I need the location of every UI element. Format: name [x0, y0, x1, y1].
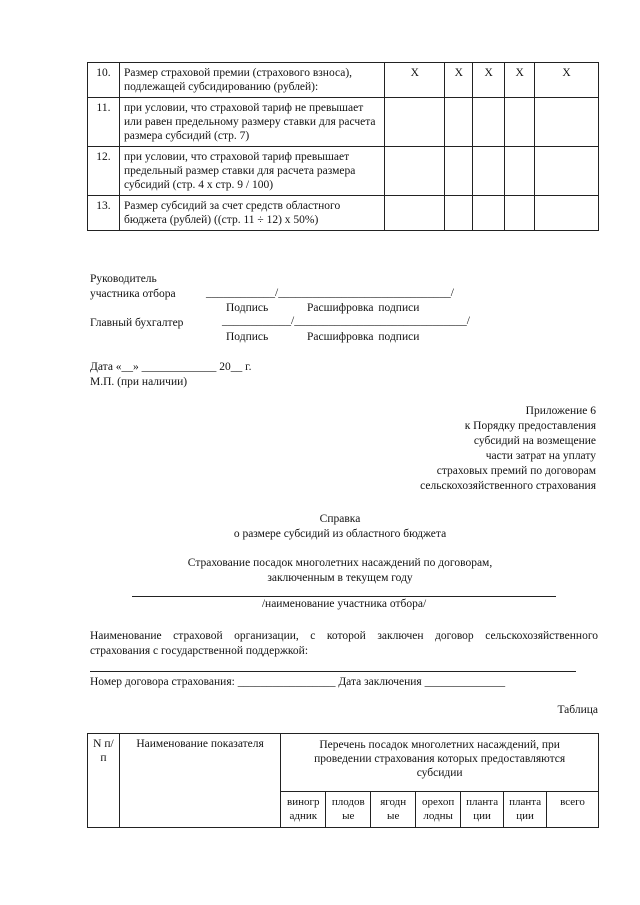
insurer-name-line	[90, 671, 576, 672]
sub-header: виногр адник	[281, 792, 326, 828]
row-cell	[535, 196, 599, 231]
row-number: 10.	[88, 63, 120, 98]
col-name-header: Наименование показателя	[119, 734, 280, 828]
row-cell: X	[473, 63, 505, 98]
stamp-note: М.П. (при наличии)	[90, 376, 188, 388]
row-cell	[535, 147, 599, 196]
subtitle-line-2: заключенным в текущем году	[267, 572, 413, 584]
title-line-1: Справка	[319, 513, 361, 525]
row-cell	[445, 147, 473, 196]
row-cell: X	[535, 63, 599, 98]
appendix-line: сельскохозяйственного страхования	[420, 480, 596, 492]
insurer-text: Наименование страховой организации, с которой заключен договор сельскохозяйственного страхования с государственной поддержкой:	[90, 630, 598, 657]
row-cell	[535, 98, 599, 147]
row-cell	[505, 147, 535, 196]
document-subtitle	[40, 556, 640, 586]
row-cell	[385, 196, 445, 231]
row-cell	[473, 147, 505, 196]
contract-line: Номер договора страхования: _________________ Дата заключения ______________	[90, 676, 506, 688]
table-label: Таблица	[557, 704, 598, 716]
title-line-2: о размере субсидий из областного бюджета	[233, 528, 447, 540]
sub-header: планта ции	[504, 792, 547, 828]
row-label: Размер субсидий за счет средств областного бюджета (рублей) ((стр. 11 ÷ 12) х 50%)	[119, 196, 384, 231]
row-cell: X	[445, 63, 473, 98]
row-cell	[473, 196, 505, 231]
row-cell: X	[385, 63, 445, 98]
sub-header: планта ции	[461, 792, 504, 828]
row-cell	[385, 98, 445, 147]
sub-header: орехоп лодны	[416, 792, 461, 828]
appendix-line: субсидий на возмещение	[473, 435, 596, 447]
head-label: Руководитель участника отбора	[90, 273, 176, 300]
row-number: 13.	[88, 196, 120, 231]
row-number: 12.	[88, 147, 120, 196]
accountant-podpis-caption: Подпись	[226, 331, 269, 343]
appendix-line: части затрат на уплату	[485, 450, 596, 462]
top-table	[87, 62, 599, 231]
accountant-signature-blank: ____________/______________________________/	[222, 315, 470, 327]
row-cell	[505, 98, 535, 147]
head-podpis-caption: Подпись	[226, 302, 269, 314]
table-row	[88, 196, 599, 231]
group-header: Перечень посадок многолетних насаждений, при проведении страхования которых предоставляются субсидии	[281, 734, 599, 792]
row-cell	[445, 196, 473, 231]
row-label: при условии, что страховой тариф не превышает или равен предельному размеру ставки для расчета размера субсидий (стр. 7)	[119, 98, 384, 147]
participant-name-line	[132, 596, 556, 597]
appendix-line: к Порядку предоставления	[464, 420, 596, 432]
participant-caption: /наименование участника отбора/	[261, 598, 427, 610]
head-signature-blank: ____________/______________________________/	[206, 287, 454, 299]
appendix-line: страховых премий по договорам	[436, 465, 596, 477]
row-cell	[473, 98, 505, 147]
sub-header: ягодн ые	[371, 792, 416, 828]
row-label: при условии, что страховой тариф превышает предельный размер ставки для расчета размера субсидий (стр. 4 х стр. 9 / 100)	[119, 147, 384, 196]
col-n-header: N п/п	[88, 734, 120, 828]
accountant-label: Главный бухгалтер	[90, 317, 184, 329]
sub-header: плодов ые	[326, 792, 371, 828]
bottom-table	[87, 733, 599, 828]
row-cell	[445, 98, 473, 147]
accountant-rasshifrovka-caption: Расшифровка подписи	[307, 331, 420, 343]
row-cell: X	[505, 63, 535, 98]
appendix-line: Приложение 6	[525, 405, 596, 417]
table-row	[88, 63, 599, 98]
row-number: 11.	[88, 98, 120, 147]
document-title	[40, 512, 640, 542]
table-row	[88, 147, 599, 196]
row-cell	[505, 196, 535, 231]
date-line: Дата «__» _____________ 20__ г.	[90, 361, 252, 373]
sub-header: всего	[547, 792, 599, 828]
subtitle-line-1: Страхование посадок многолетних насаждений по договорам,	[187, 557, 493, 569]
appendix-block	[420, 404, 596, 494]
head-rasshifrovka-caption: Расшифровка подписи	[307, 302, 420, 314]
row-label: Размер страховой премии (страхового взноса), подлежащей субсидированию (рублей):	[119, 63, 384, 98]
row-cell	[385, 147, 445, 196]
table-row	[88, 98, 599, 147]
